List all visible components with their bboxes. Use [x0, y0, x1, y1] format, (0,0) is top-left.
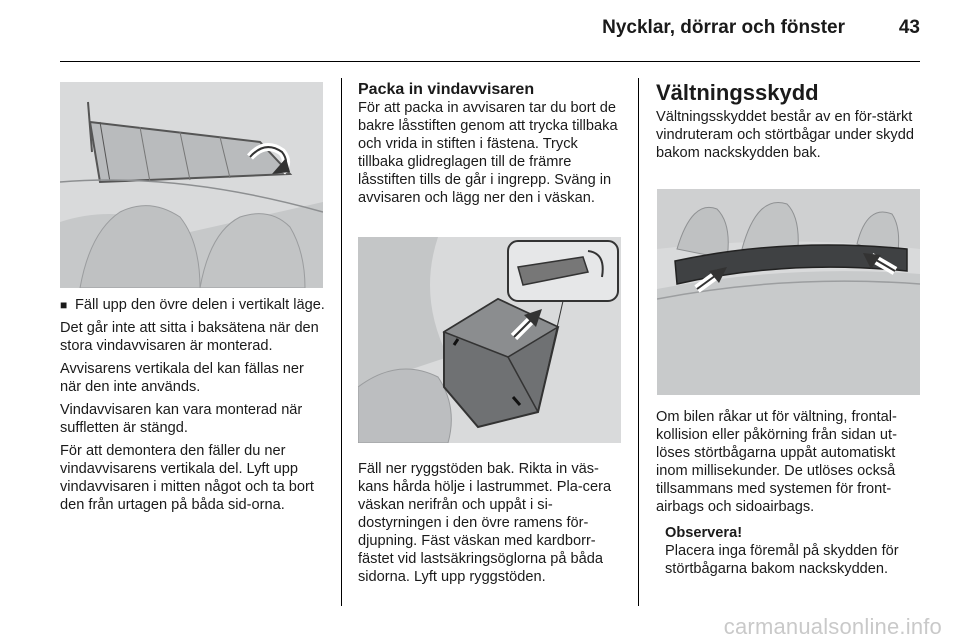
section-heading: Vältningsskydd	[656, 80, 819, 105]
note-label: Observera!	[665, 525, 743, 541]
section-subheading: Packa in vindavvisaren	[358, 81, 535, 98]
column-2-bottom	[358, 460, 623, 591]
column-2-top	[358, 80, 623, 212]
bullet-text: Fäll upp den övre delen i vertikalt läge.	[75, 297, 325, 313]
page-title: Nycklar, dörrar och fönster	[602, 17, 845, 38]
page-number: 43	[898, 17, 920, 38]
page-header	[0, 0, 960, 62]
watermark: carmanualsonline.info	[723, 614, 942, 639]
column-3-bottom	[656, 408, 926, 578]
storage-bag-figure	[358, 237, 621, 443]
paragraph: Fäll ner ryggstöden bak. Rikta in väs-kans hårda hölje i lastrummet. Pla-cera väskan nerifrån och uppåt i si-dostyrningen i den övre ramens för-djupning. Fäst väskan med kardborr-fästet vid lastsäkringsöglorna på båda sidorna. Lyft upp ryggstöden.	[358, 461, 612, 585]
column-divider-1	[341, 78, 342, 606]
note-box	[656, 524, 926, 578]
wind-deflector-illustration	[60, 82, 323, 288]
rollover-protection-figure	[657, 189, 920, 395]
paragraph: Vindavvisaren kan vara monterad när suffletten är stängd.	[60, 402, 303, 436]
column-3-top	[656, 80, 926, 167]
paragraph: Vältningsskyddet består av en för-stärkt vindruteram och störtbågar under skydd bakom nackskydden bak.	[656, 109, 914, 161]
rollover-protection-illustration	[657, 189, 920, 395]
wind-deflector-figure	[60, 82, 323, 288]
header-rule	[60, 61, 920, 62]
paragraph: Om bilen råkar ut för vältning, frontal-kollision eller påkörning från sidan ut-löses störtbågarna uppåt automatiskt inom millisekunder. De utlöses också tillsammans med systemen för front-airbags och sidoairbags.	[656, 409, 897, 515]
note-text: Placera inga föremål på skydden för störtbågarna bakom nackskydden.	[665, 543, 899, 577]
paragraph: För att packa in avvisaren tar du bort de bakre låsstiften genom att trycka tillbaka och vrida in stiften i fästena. Tryck tillbaka glidreglagen till de främre låsstiften tills de går i ingrepp. Sväng in avvisaren och lägg ner den i väskan.	[358, 100, 618, 206]
paragraph: Avvisarens vertikala del kan fällas ner när den inte används.	[60, 361, 304, 395]
column-1	[60, 296, 328, 519]
bullet-item	[60, 296, 328, 314]
storage-bag-illustration	[358, 237, 621, 443]
bullet-icon: ■	[60, 298, 68, 312]
paragraph: För att demontera den fäller du ner vindavvisarens vertikala del. Lyft upp vindavvisaren i mitten något och ta bort den från urtagen på båda sid-orna.	[60, 443, 314, 513]
column-divider-2	[638, 78, 639, 606]
paragraph: Det går inte att sitta i baksätena när den stora vindavvisaren är monterad.	[60, 320, 319, 354]
